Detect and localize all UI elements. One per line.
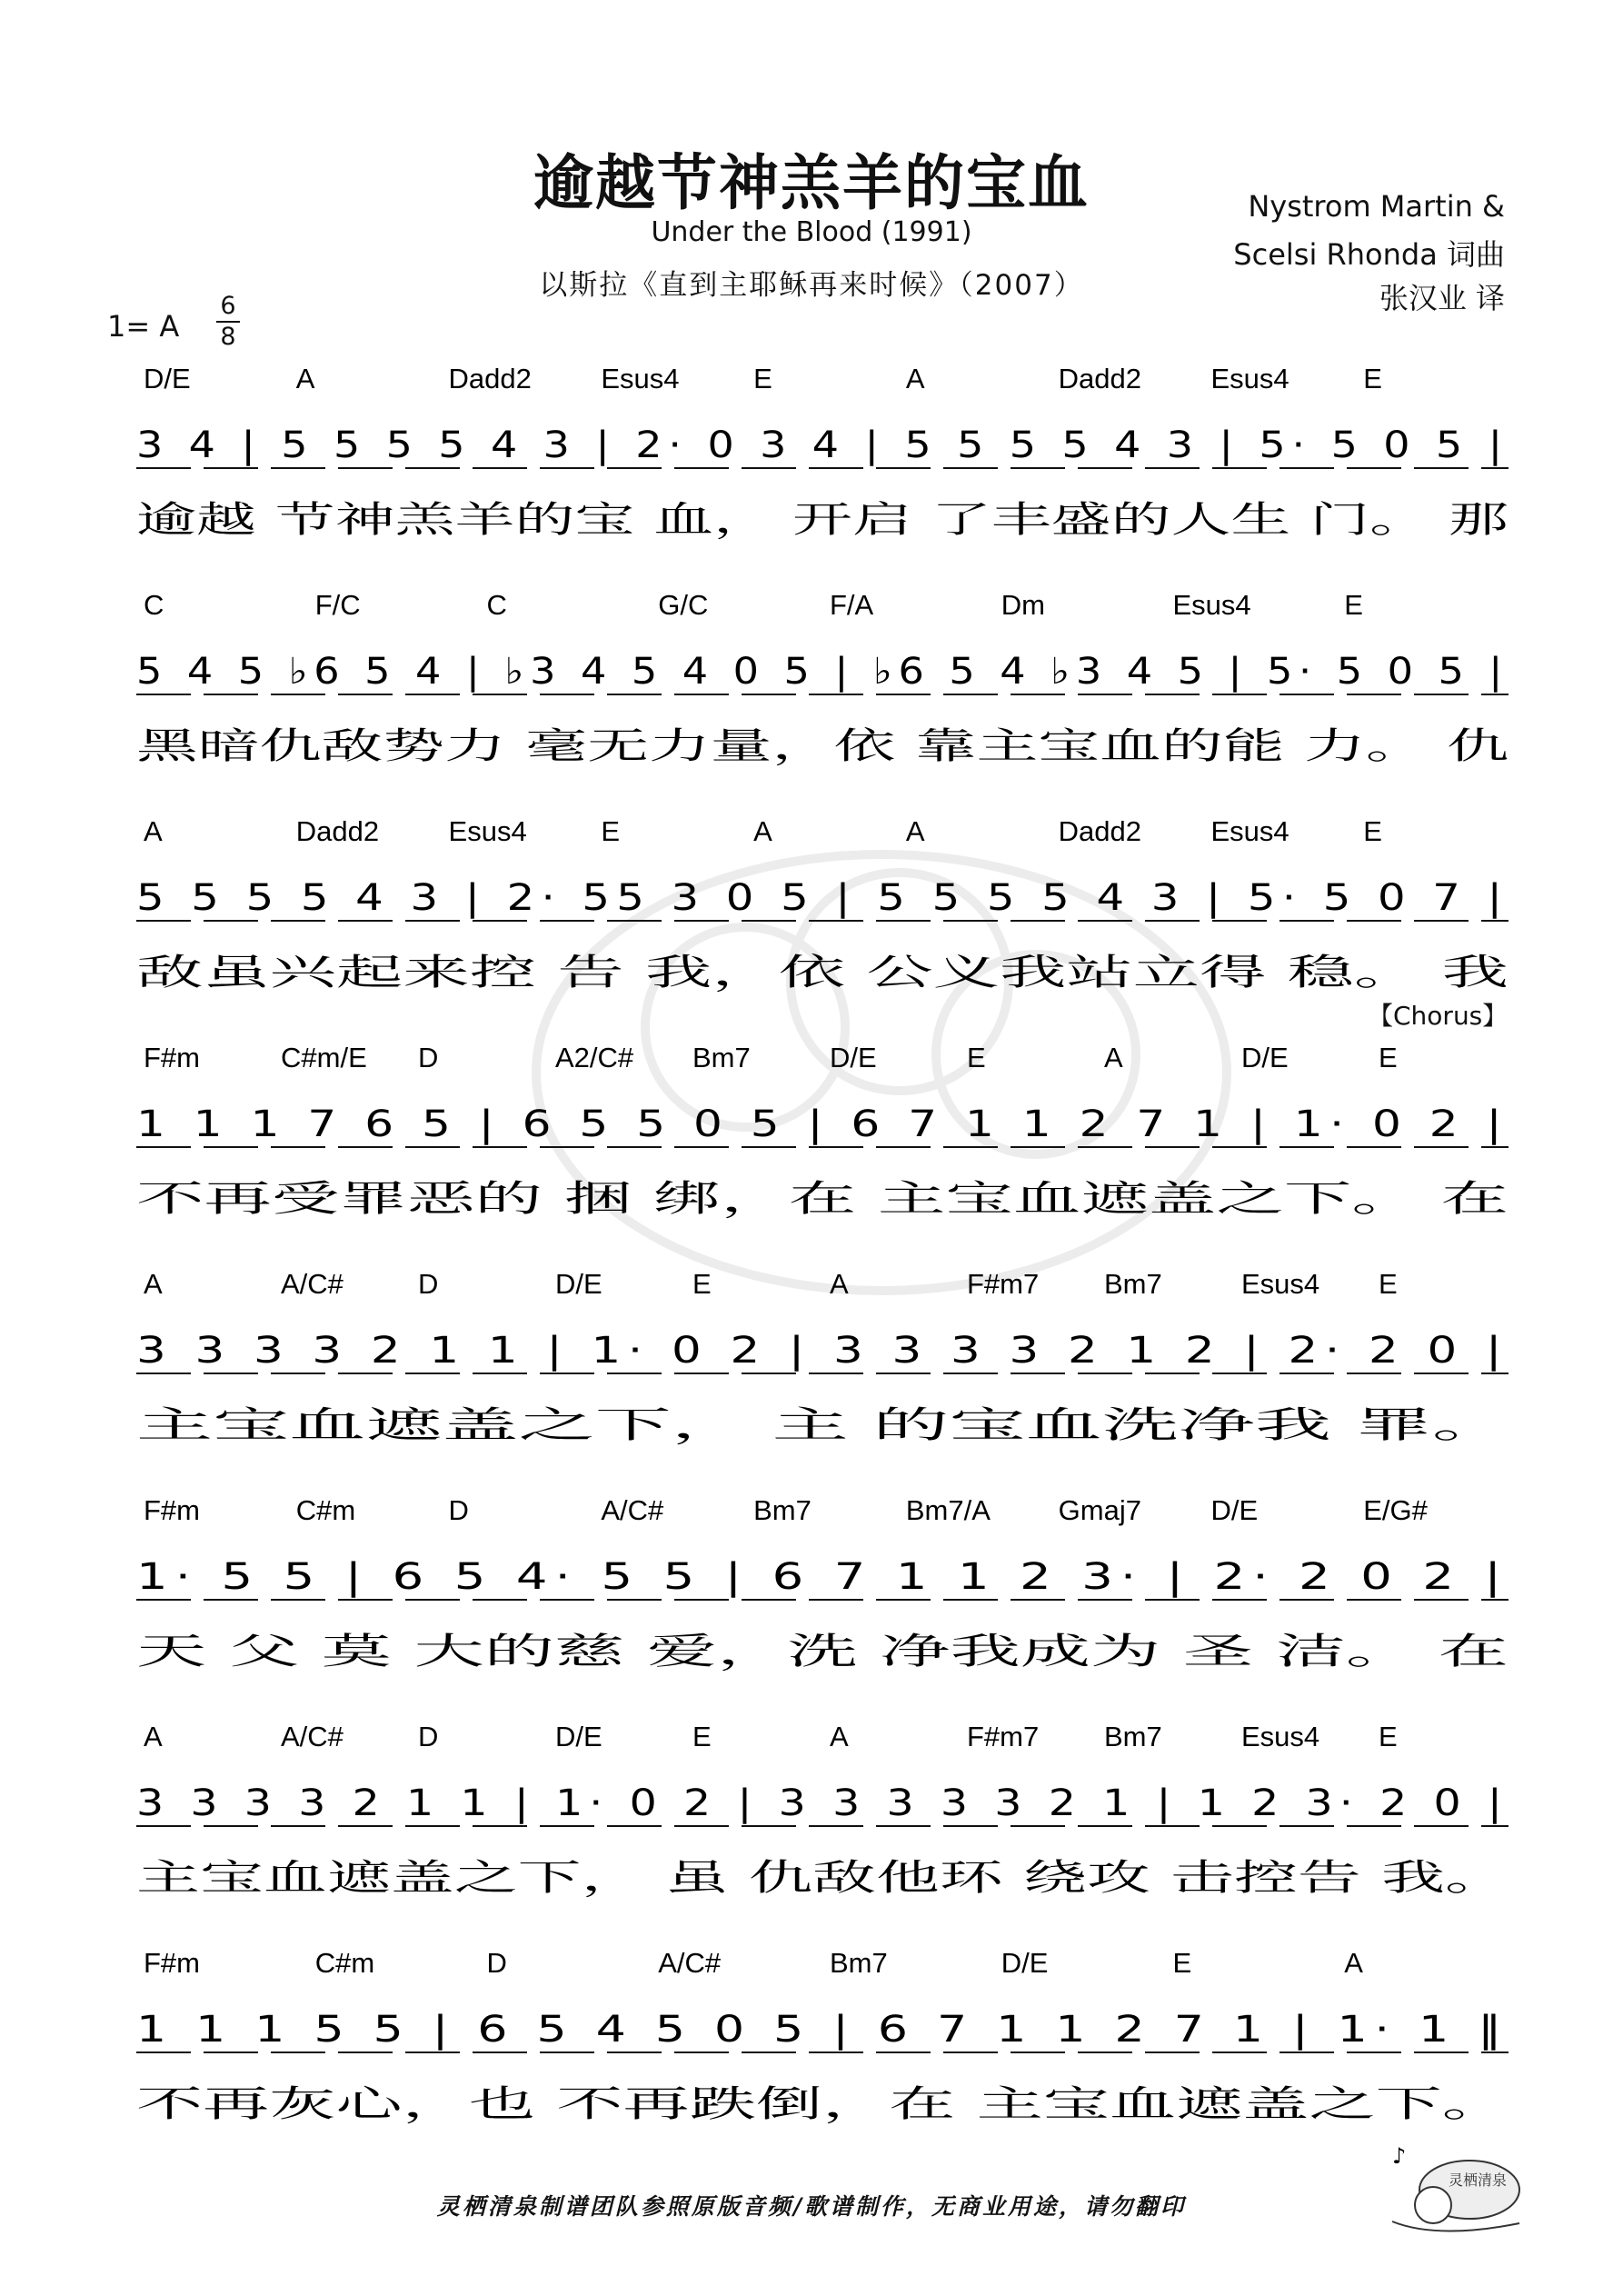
chord-symbol: E bbox=[1344, 589, 1363, 621]
notation-line: 3 3 3 3 2 1 1 | 1· 0 2 | 3 3 3 3 2 1 2 | 2· 2 0 | bbox=[136, 1330, 1508, 1372]
time-signature-top: 6 bbox=[220, 292, 236, 320]
chord-symbol: E/G# bbox=[1363, 1494, 1428, 1526]
chord-symbol: E bbox=[1379, 1042, 1398, 1073]
chord-symbol: A bbox=[753, 815, 772, 847]
chord-symbol: A/C# bbox=[601, 1494, 664, 1526]
chord-symbol: D/E bbox=[1241, 1042, 1289, 1073]
chord-symbol: D/E bbox=[555, 1268, 602, 1300]
chord-symbol: D bbox=[418, 1042, 439, 1073]
source-line: 以斯拉《直到主耶稣再来时候》（2007） bbox=[539, 269, 1084, 302]
credit-composers-2: Scelsi Rhonda 词曲 bbox=[1233, 237, 1505, 272]
chord-symbol: E bbox=[692, 1721, 712, 1752]
chord-symbol: A bbox=[144, 815, 163, 847]
chord-symbol: E bbox=[601, 815, 621, 847]
chord-symbol: Gmaj7 bbox=[1058, 1494, 1141, 1526]
chord-symbol: D/E bbox=[1210, 1494, 1259, 1526]
chord-symbol: F#m bbox=[144, 1947, 200, 1979]
chord-symbol: A/C# bbox=[281, 1721, 344, 1752]
chord-symbol: Bm7 bbox=[1104, 1721, 1162, 1752]
chord-symbol: E bbox=[692, 1268, 712, 1300]
lyrics-line: 主宝血遮盖之下， 虽 仇敌他环 绕攻 击控告 我。 bbox=[136, 1857, 1508, 1899]
notation-line: 3 4 | 5 5 5 5 4 3 | 2· 0 3 4 | 5 5 5 5 4 3 | 5· 5 0 5 | bbox=[136, 424, 1508, 466]
chord-symbol: C bbox=[486, 589, 507, 621]
chord-symbol: Bm7 bbox=[1104, 1268, 1162, 1300]
chord-symbol: A bbox=[830, 1721, 849, 1752]
chord-symbol: A bbox=[1344, 1947, 1363, 1979]
chord-symbol: E bbox=[1363, 363, 1382, 394]
chord-symbol: Esus4 bbox=[1210, 815, 1289, 847]
chord-symbol: D bbox=[448, 1494, 469, 1526]
chord-symbol: F#m bbox=[144, 1042, 200, 1073]
chord-symbol: Dm bbox=[1001, 589, 1045, 621]
lyrics-line: 不再受罪恶的 捆 绑，在 主宝血遮盖之下。 在 bbox=[136, 1178, 1508, 1220]
lyrics-line: 不再灰心，也 不再跌倒，在 主宝血遮盖之下。 bbox=[136, 2083, 1508, 2125]
lyrics-line: 天 父 莫 大的慈 爱，洗 净我成为 圣 洁。 在 bbox=[136, 1631, 1508, 1672]
lyrics-line: 敌虽兴起来控 告 我，依 公义我站立得 稳。 我 bbox=[136, 952, 1508, 993]
chord-symbol: F#m7 bbox=[967, 1721, 1040, 1752]
chord-symbol: Dadd2 bbox=[448, 363, 532, 394]
chord-symbol: Esus4 bbox=[1241, 1268, 1320, 1300]
logo-text: 灵栖清泉 bbox=[1449, 2171, 1508, 2189]
chord-symbol: A bbox=[144, 1721, 163, 1752]
chord-symbol: A bbox=[830, 1268, 849, 1300]
chord-symbol: A bbox=[905, 815, 925, 847]
chord-symbol: D/E bbox=[830, 1042, 877, 1073]
chorus-marker: 【Chorus】 bbox=[1368, 1001, 1508, 1031]
svg-text:♪: ♪ bbox=[1392, 2143, 1407, 2169]
chord-symbol: E bbox=[1363, 815, 1382, 847]
chord-symbol: E bbox=[1379, 1721, 1398, 1752]
chord-symbol: F/C bbox=[314, 589, 361, 621]
chord-symbol: E bbox=[1379, 1268, 1398, 1300]
chord-symbol: Dadd2 bbox=[1058, 815, 1142, 847]
credit-translator: 张汉业 译 bbox=[1379, 281, 1505, 315]
notation-line: 1 1 1 5 5 | 6 5 4 5 0 5 | 6 7 1 1 2 7 1 | 1· 1 ‖ bbox=[136, 2009, 1508, 2051]
time-signature-bottom: 8 bbox=[220, 323, 236, 351]
chord-symbol: F#m bbox=[144, 1494, 200, 1526]
chord-symbol: Dadd2 bbox=[1058, 363, 1142, 394]
chord-symbol: Bm7 bbox=[830, 1947, 888, 1979]
chord-symbol: C#m bbox=[314, 1947, 375, 1979]
chord-symbol: C bbox=[144, 589, 164, 621]
chord-symbol: Dadd2 bbox=[295, 815, 380, 847]
chord-symbol: D bbox=[486, 1947, 507, 1979]
notation-line: 1 1 1 7 6 5 | 6 5 5 0 5 | 6 7 1 1 2 7 1 | 1· 0 2 | bbox=[136, 1103, 1509, 1145]
notation-line: 3 3 3 3 2 1 1 | 1· 0 2 | 3 3 3 3 3 2 1 | 1 2 3· 2 0 | bbox=[136, 1782, 1508, 1824]
chord-symbol: F#m7 bbox=[967, 1268, 1040, 1300]
title: 逾越节神羔羊的宝血 bbox=[533, 148, 1090, 218]
chord-symbol: A bbox=[905, 363, 925, 394]
chord-symbol: Esus4 bbox=[1241, 1721, 1320, 1752]
chord-symbol: E bbox=[753, 363, 772, 394]
chord-symbol: Bm7 bbox=[753, 1494, 812, 1526]
chord-symbol: Esus4 bbox=[1210, 363, 1289, 394]
chord-symbol: A2/C# bbox=[555, 1042, 634, 1073]
chord-symbol: F/A bbox=[830, 589, 874, 621]
chord-symbol: Esus4 bbox=[448, 815, 527, 847]
chord-symbol: D/E bbox=[1001, 1947, 1049, 1979]
chord-symbol: G/C bbox=[658, 589, 709, 621]
chord-symbol: D bbox=[418, 1268, 439, 1300]
chord-symbol: A bbox=[144, 1268, 163, 1300]
notation-line: 1· 5 5 | 6 5 4· 5 5 | 6 7 1 1 2 3· | 2· 2 0 2 | bbox=[136, 1556, 1508, 1598]
lyrics-line: 黑暗仇敌势力 毫无力量，依 靠主宝血的能 力。 仇 bbox=[136, 725, 1508, 767]
chord-symbol: D/E bbox=[144, 363, 191, 394]
chord-symbol: E bbox=[967, 1042, 986, 1073]
credit-composers-1: Nystrom Martin & bbox=[1248, 189, 1505, 224]
chord-symbol: Esus4 bbox=[1172, 589, 1251, 621]
lyrics-line: 主宝血遮盖之下， 主 的宝血洗净我 罪。 bbox=[136, 1404, 1508, 1446]
chord-symbol: A bbox=[1104, 1042, 1123, 1073]
subtitle: Under the Blood (1991) bbox=[651, 216, 972, 248]
chord-symbol: Esus4 bbox=[601, 363, 680, 394]
notation-line: 5 5 5 5 4 3 | 2· 55 3 0 5 | 5 5 5 5 4 3 | 5· 5 0 7 | bbox=[136, 877, 1508, 919]
notation-line: 5 4 5 ♭6 5 4 | ♭3 4 5 4 0 5 | ♭6 5 4 ♭3 4 5 | 5· 5 0 5 | bbox=[136, 651, 1508, 693]
chord-symbol: Bm7/A bbox=[905, 1494, 991, 1526]
chord-symbol: E bbox=[1172, 1947, 1192, 1979]
key-signature: 1= A bbox=[107, 309, 180, 344]
chord-symbol: A/C# bbox=[281, 1268, 344, 1300]
footer-notice: 灵栖清泉制谱团队参照原版音频/歌谱制作，无商业用途，请勿翻印 bbox=[436, 2193, 1187, 2220]
chord-symbol: A bbox=[295, 363, 315, 394]
chord-symbol: D bbox=[418, 1721, 439, 1752]
lyrics-line: 逾越 节神羔羊的宝 血， 开启 了丰盛的人生 门。 那 bbox=[136, 499, 1508, 541]
chord-symbol: Bm7 bbox=[692, 1042, 751, 1073]
chord-symbol: C#m/E bbox=[281, 1042, 367, 1073]
chord-symbol: A/C# bbox=[658, 1947, 722, 1979]
sheep-logo-icon bbox=[1383, 2140, 1528, 2240]
chord-symbol: C#m bbox=[295, 1494, 356, 1526]
chord-symbol: D/E bbox=[555, 1721, 602, 1752]
